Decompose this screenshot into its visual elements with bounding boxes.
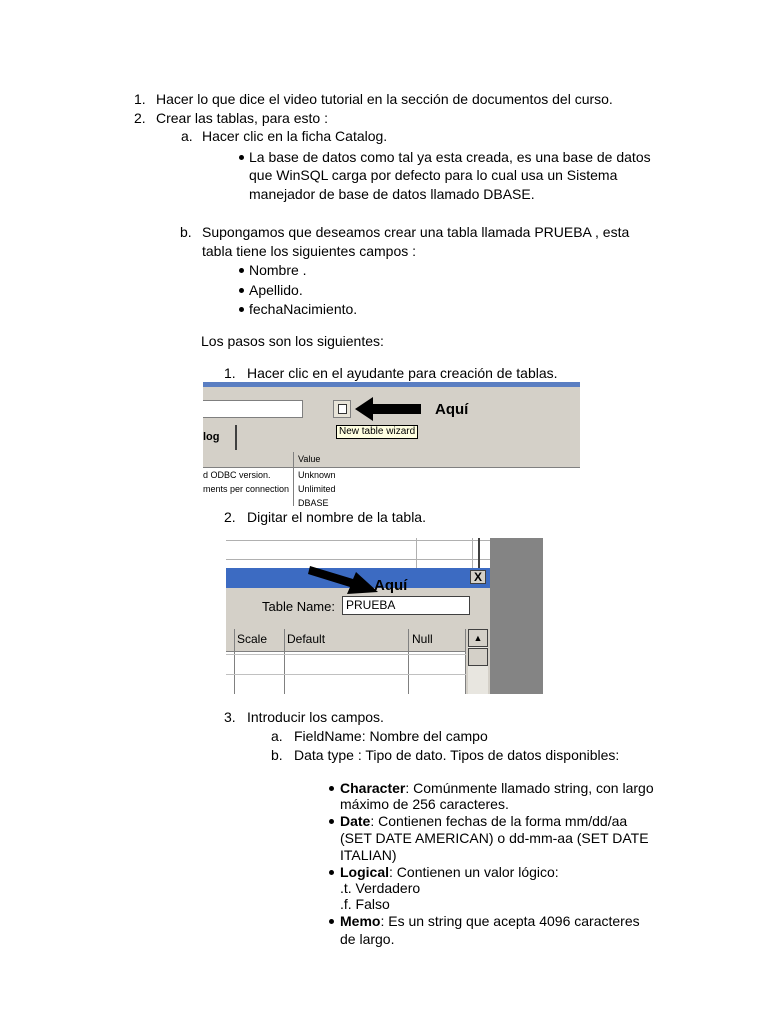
table-name-input[interactable]: PRUEBA [342,596,470,615]
arrow-icon [308,562,380,598]
bullet-icon [329,870,334,875]
substep-number-3: 3. [224,709,236,725]
step-a-letter: a. [181,128,193,144]
field-fechanacimiento: fechaNacimiento. [249,301,358,317]
scroll-thumb[interactable] [468,648,488,666]
scroll-up-icon[interactable]: ▲ [468,629,488,647]
bullet-icon [239,268,244,273]
step-a-bullet-line-3: manejador de base de datos llamado DBASE. [249,186,535,202]
value-header: Value [298,454,321,464]
grid-divider [293,452,294,506]
field-apellido: Apellido. [249,282,303,298]
grid-divider [408,629,409,694]
type-logical-line-2: .t. Verdadero [340,880,421,896]
step3-letter-b: b. [271,747,283,763]
aqui-label: Aquí [374,577,408,594]
step-a-bullet-line-1: La base de datos como tal ya esta creada, es una base de datos [249,149,651,165]
grid-divider [284,629,285,694]
toolbar-input[interactable] [203,400,303,418]
type-logical-line-3: .f. Falso [340,896,390,912]
grid-cell: DBASE [298,498,329,506]
step-a-bullet-line-2: que WinSQL carga por defecto para lo cual usa un Sistema [249,167,618,183]
bullet-icon [239,307,244,312]
grid-line [416,538,417,568]
bullet-icon [329,919,334,924]
type-character-line-2: máximo de 256 caracteres. [340,796,509,812]
grid-cell: ments per connection [203,484,290,494]
window-edge [478,538,480,568]
grid-line [226,540,490,541]
type-name: Date [340,813,371,829]
list-item-2: Crear las tablas, para esto : [156,110,328,126]
step-a-text: Hacer clic en la ficha Catalog. [202,128,388,144]
new-table-wizard-button[interactable] [333,400,351,418]
step-b-line-2: tabla tiene los siguientes campos : [202,243,417,259]
grid-line [472,538,473,568]
type-desc: : Contienen un valor lógico: [389,864,559,880]
grid-cell: d ODBC version. [203,470,271,480]
background-panel [490,538,543,694]
field-nombre: Nombre . [249,262,307,278]
aqui-label: Aquí [435,401,469,418]
step3-letter-a: a. [271,728,283,744]
screenshot-table-name-dialog [226,538,543,694]
type-memo [340,913,640,930]
list-number-1: 1. [134,91,146,107]
type-name: Memo [340,913,381,929]
type-memo-line-2: de largo. [340,931,395,947]
catalog-tab-label: log [203,431,220,443]
type-name: Character [340,780,406,796]
arrow-icon [353,395,423,423]
type-desc: : Contienen fechas de la forma mm/dd/aa [370,813,628,829]
grid-divider [465,629,466,694]
step-b-line-1: Supongamos que deseamos crear una tabla llamada PRUEBA , esta [202,224,630,240]
list-number-2: 2. [134,110,146,126]
substep-text-3: Introducir los campos. [247,709,384,725]
grid-row-line [226,674,466,675]
list-item-1: Hacer lo que dice el video tutorial en la sección de documentos del curso. [156,91,613,107]
substep-text-1: Hacer clic en el ayudante para creación de tablas. [247,365,558,381]
step-b-letter: b. [180,224,192,240]
grid-row-line [226,654,466,655]
type-desc: : Es un string que acepta 4096 caracteres [380,913,640,929]
column-default: Default [287,632,326,646]
substep-number-2: 2. [224,509,236,525]
bullet-icon [329,819,334,824]
table-name-label: Table Name: [262,599,335,614]
column-scale: Scale [237,632,268,646]
type-date [340,813,627,830]
window-titlebar [203,382,580,387]
type-character [340,780,654,797]
tooltip: New table wizard [336,425,418,439]
grid-cell: Unlimited [298,484,336,494]
bullet-icon [239,288,244,293]
grid-line [226,559,490,560]
grid-cell: Unknown [298,470,336,480]
bullet-icon [239,155,244,160]
step3-item-a: FieldName: Nombre del campo [294,728,488,744]
pasos-intro: Los pasos son los siguientes: [201,333,384,349]
substep-text-2: Digitar el nombre de la tabla. [247,509,426,525]
type-desc: : Comúnmente llamado string, con largo [405,780,654,796]
substep-number-1: 1. [224,365,236,381]
new-table-icon [338,404,347,414]
column-null: Null [412,632,433,646]
type-date-line-3: ITALIAN) [340,847,397,863]
type-date-line-2: (SET DATE AMERICAN) o dd-mm-aa (SET DATE [340,830,649,846]
screenshot-new-table-wizard [203,382,580,506]
grid-header [203,452,580,468]
step3-item-b: Data type : Tipo de dato. Tipos de datos disponibles: [294,747,620,763]
type-logical [340,864,559,881]
grid-divider [234,629,235,694]
close-button[interactable]: X [470,570,486,584]
bullet-icon [329,786,334,791]
type-name: Logical [340,864,390,880]
